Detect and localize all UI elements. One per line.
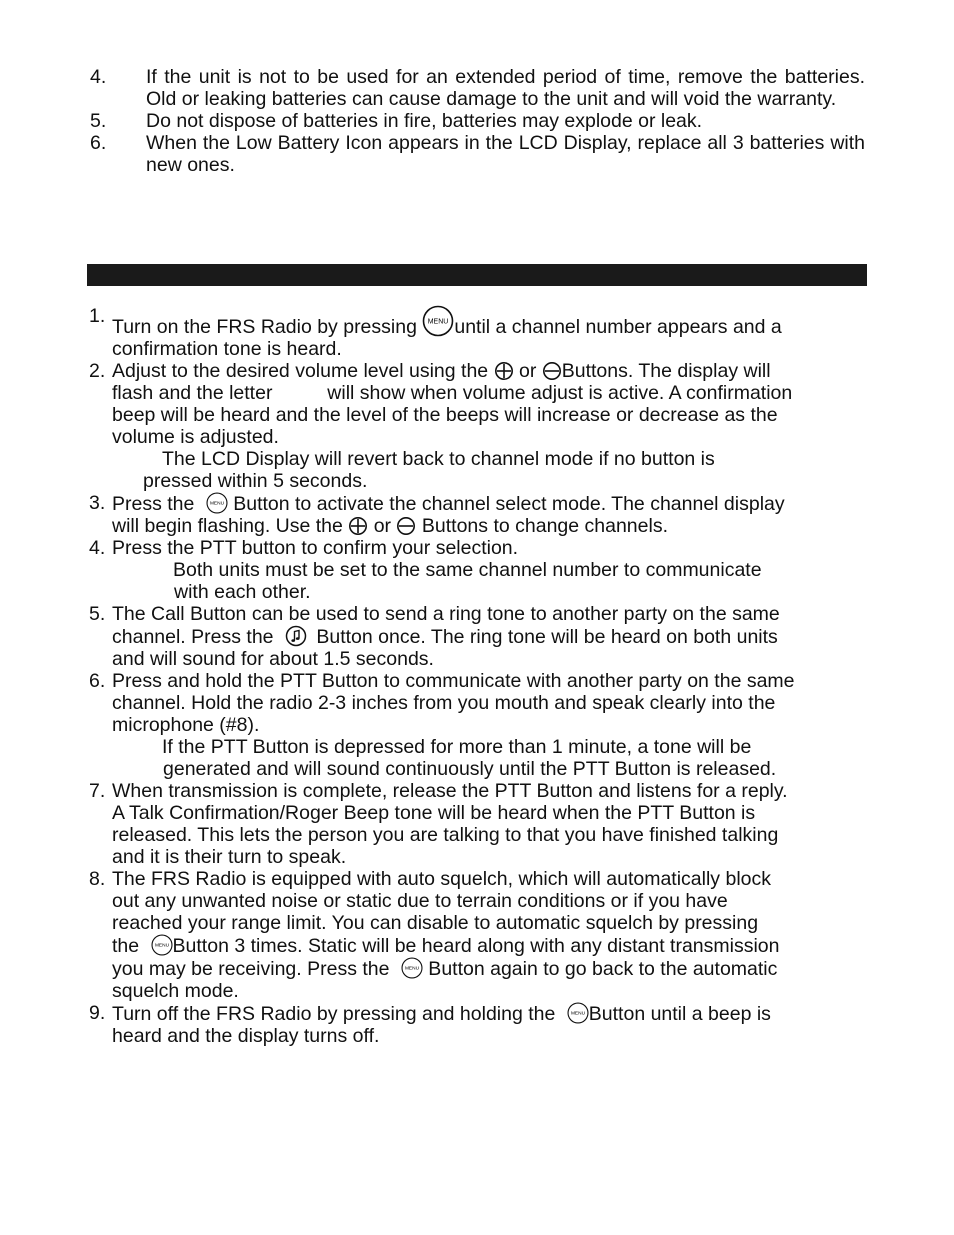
step-text: and it is their turn to speak. bbox=[112, 846, 347, 868]
step-text: the bbox=[112, 935, 145, 957]
step-text: The Call Button can be used to send a ring tone to another party on the same bbox=[112, 603, 780, 625]
item-number: 6. bbox=[90, 132, 107, 154]
step-text: flash and the letter bbox=[112, 382, 278, 404]
step-text: volume is adjusted. bbox=[112, 426, 279, 448]
item-text: If the unit is not to be used for an extended period of time, remove the batteries. Old or leaking batteries can cause damage to the unit and will void the warranty. bbox=[146, 66, 865, 110]
step-text: you may be receiving. Press the bbox=[112, 958, 395, 980]
step-5 bbox=[89, 603, 879, 670]
music-note-icon bbox=[285, 625, 307, 647]
step-text: Turn off the FRS Radio by pressing and holding the bbox=[112, 1003, 561, 1025]
item-number: 5. bbox=[90, 110, 107, 132]
item-number: 4. bbox=[90, 66, 107, 88]
step-2 bbox=[89, 360, 879, 492]
step-text: Buttons to change channels. bbox=[416, 515, 668, 537]
step-text: Press the PTT button to confirm your selection. bbox=[112, 537, 519, 559]
step-number: 2. bbox=[89, 360, 106, 382]
battery-precautions-list bbox=[90, 66, 865, 176]
svg-text:MENU: MENU bbox=[404, 966, 419, 972]
step-text: out any unwanted noise or static due to terrain conditions or if you have bbox=[112, 890, 728, 912]
menu-button-icon bbox=[422, 305, 454, 337]
step-6 bbox=[89, 670, 879, 780]
step-number: 5. bbox=[89, 603, 106, 625]
step-text: Adjust to the desired volume level using the bbox=[112, 360, 494, 382]
note-text: with each other. bbox=[174, 581, 311, 603]
note-text: If the PTT Button is depressed for more than 1 minute, a tone will be bbox=[162, 736, 752, 758]
step-text: Turn on the FRS Radio by pressing bbox=[112, 316, 423, 338]
step-text: beep will be heard and the level of the beeps will increase or decrease as the bbox=[112, 404, 778, 426]
svg-text:MENU: MENU bbox=[209, 501, 224, 507]
step-text: Button again to go back to the automatic bbox=[422, 958, 778, 980]
step-text: A Talk Confirmation/Roger Beep tone will be heard when the PTT Button is bbox=[112, 802, 756, 824]
step-text: until a channel number appears and a bbox=[454, 316, 782, 338]
note-text: generated and will sound continuously until the PTT Button is released. bbox=[163, 758, 777, 780]
step-number: 7. bbox=[89, 780, 106, 802]
step-text: The FRS Radio is equipped with auto squelch, which will automatically block bbox=[112, 868, 771, 890]
step-text: Button 3 times. Static will be heard along with any distant transmission bbox=[172, 935, 780, 957]
step-text: Button to activate the channel select mode. The channel display bbox=[227, 493, 785, 515]
minus-button-icon bbox=[396, 516, 416, 536]
operation-steps bbox=[89, 305, 879, 1047]
note-text: pressed within 5 seconds. bbox=[143, 470, 368, 492]
list-item bbox=[90, 110, 865, 132]
item-text: When the Low Battery Icon appears in the LCD Display, replace all 3 batteries with new ones. bbox=[146, 132, 865, 176]
step-text: channel. Press the bbox=[112, 626, 279, 648]
step-text: or bbox=[513, 360, 542, 382]
step-number: 4. bbox=[89, 537, 106, 559]
svg-text:MENU: MENU bbox=[570, 1011, 585, 1017]
list-item bbox=[90, 132, 865, 176]
menu-button-icon bbox=[567, 1002, 589, 1024]
step-text: Press the bbox=[112, 493, 200, 515]
step-text: and will sound for about 1.5 seconds. bbox=[112, 648, 434, 670]
section-header-bar bbox=[87, 264, 867, 286]
step-text: heard and the display turns off. bbox=[112, 1025, 380, 1047]
step-text: will show when volume adjust is active. A confirmation bbox=[321, 382, 793, 404]
step-number: 8. bbox=[89, 868, 106, 890]
list-item bbox=[90, 66, 865, 110]
step-text: reached your range limit. You can disable to automatic squelch by pressing bbox=[112, 912, 759, 934]
svg-text:MENU: MENU bbox=[428, 318, 449, 326]
plus-button-icon bbox=[494, 361, 514, 381]
step-text: squelch mode. bbox=[112, 980, 239, 1002]
note-text: The LCD Display will revert back to channel mode if no button is bbox=[162, 448, 715, 470]
step-text: channel. Hold the radio 2-3 inches from you mouth and speak clearly into the bbox=[112, 692, 776, 714]
step-text: Press and hold the PTT Button to communicate with another party on the same bbox=[112, 670, 795, 692]
svg-text:MENU: MENU bbox=[154, 943, 169, 949]
step-number: 3. bbox=[89, 492, 106, 514]
step-9 bbox=[89, 1002, 879, 1047]
step-8 bbox=[89, 868, 879, 1002]
note-text: Both units must be set to the same channel number to communicate bbox=[173, 559, 762, 581]
step-text: Button once. The ring tone will be heard on both units bbox=[310, 626, 778, 648]
step-7 bbox=[89, 780, 879, 868]
step-text: microphone (#8). bbox=[112, 714, 260, 736]
step-text: Button until a beep is bbox=[588, 1003, 771, 1025]
plus-button-icon bbox=[348, 516, 368, 536]
step-3 bbox=[89, 492, 879, 537]
step-number: 1. bbox=[89, 305, 106, 327]
step-text: When transmission is complete, release the PTT Button and listens for a reply. bbox=[112, 780, 788, 802]
step-number: 9. bbox=[89, 1002, 106, 1024]
step-text: confirmation tone is heard. bbox=[112, 338, 342, 360]
menu-button-icon bbox=[401, 957, 423, 979]
item-text: Do not dispose of batteries in fire, batteries may explode or leak. bbox=[146, 110, 703, 132]
step-text: released. This lets the person you are talking to that you have finished talking bbox=[112, 824, 779, 846]
step-4 bbox=[89, 537, 879, 603]
step-text: or bbox=[368, 515, 397, 537]
minus-button-icon bbox=[542, 361, 562, 381]
step-text: will begin flashing. Use the bbox=[112, 515, 349, 537]
menu-button-icon bbox=[151, 934, 173, 956]
step-1 bbox=[89, 305, 879, 360]
step-text: Buttons. The display will bbox=[561, 360, 771, 382]
step-number: 6. bbox=[89, 670, 106, 692]
menu-button-icon bbox=[206, 492, 228, 514]
